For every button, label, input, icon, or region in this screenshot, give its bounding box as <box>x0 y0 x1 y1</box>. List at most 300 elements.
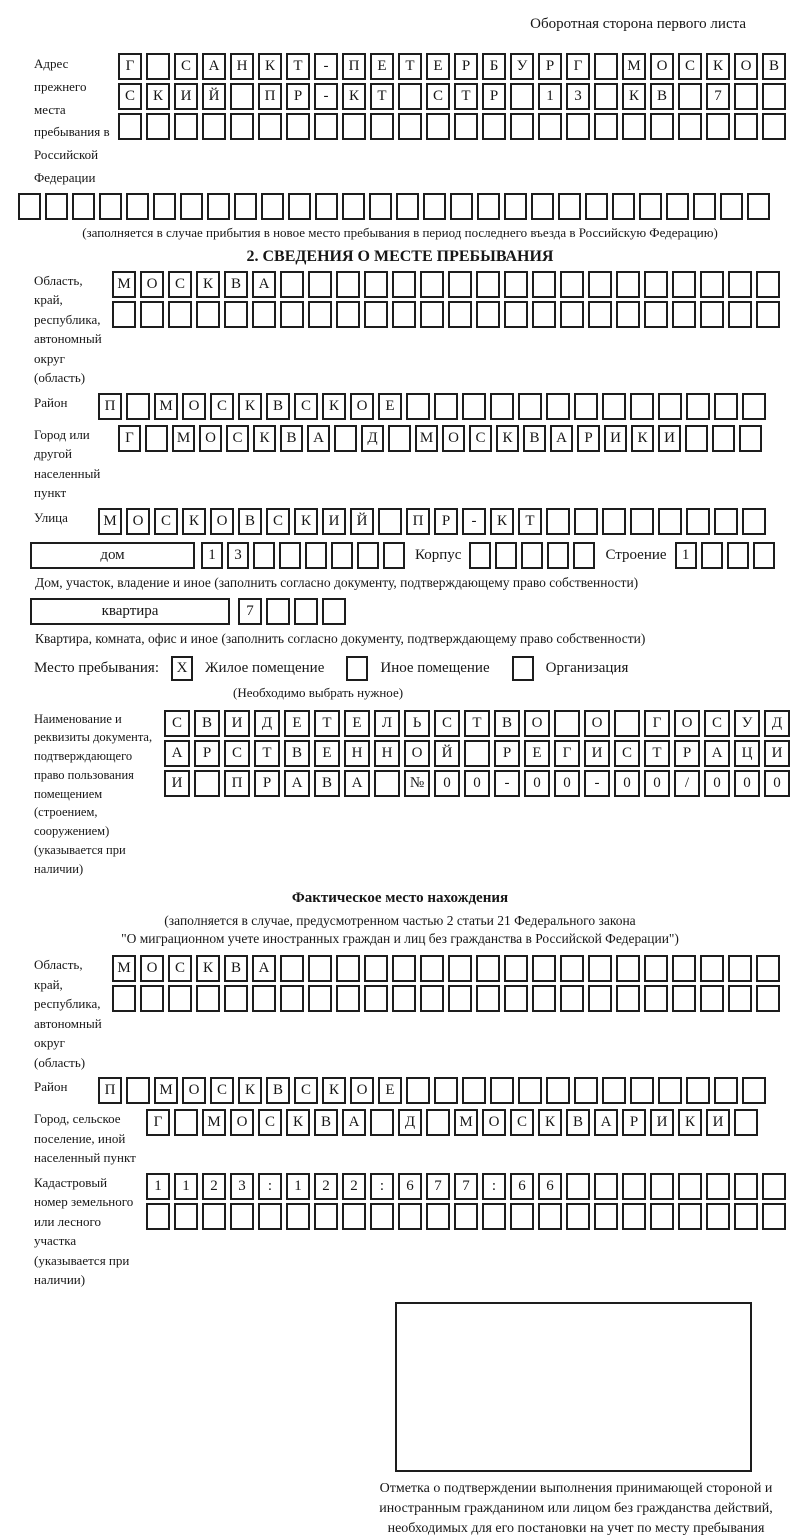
char-cell[interactable]: А <box>202 53 226 80</box>
char-cell[interactable] <box>392 955 416 982</box>
char-cell[interactable] <box>462 1077 486 1104</box>
char-cell[interactable] <box>258 1203 282 1230</box>
char-cell[interactable] <box>308 985 332 1012</box>
char-cell[interactable]: № <box>404 770 430 797</box>
char-cell[interactable]: М <box>622 53 646 80</box>
char-cell[interactable]: А <box>594 1109 618 1136</box>
char-cell[interactable]: Р <box>286 83 310 110</box>
char-cell[interactable] <box>612 193 635 220</box>
char-cell[interactable] <box>672 301 696 328</box>
char-cell[interactable]: О <box>182 393 206 420</box>
char-cell[interactable] <box>686 508 710 535</box>
char-cell[interactable]: Ь <box>404 710 430 737</box>
char-cell[interactable]: В <box>566 1109 590 1136</box>
char-cell[interactable] <box>510 113 534 140</box>
char-cell[interactable] <box>712 425 735 452</box>
char-cell[interactable] <box>521 542 543 569</box>
char-cell[interactable]: В <box>523 425 546 452</box>
char-cell[interactable] <box>420 301 444 328</box>
char-cell[interactable]: К <box>238 393 262 420</box>
char-cell[interactable]: К <box>322 393 346 420</box>
char-cell[interactable] <box>126 393 150 420</box>
char-cell[interactable]: К <box>490 508 514 535</box>
confirmation-mark-box[interactable] <box>395 1302 752 1472</box>
char-cell[interactable] <box>678 83 702 110</box>
char-cell[interactable] <box>672 955 696 982</box>
char-cell[interactable] <box>666 193 689 220</box>
char-cell[interactable] <box>336 985 360 1012</box>
char-cell[interactable]: К <box>182 508 206 535</box>
char-cell[interactable] <box>546 1077 570 1104</box>
char-cell[interactable] <box>566 1173 590 1200</box>
char-cell[interactable]: 0 <box>554 770 580 797</box>
char-cell[interactable] <box>308 271 332 298</box>
char-cell[interactable]: О <box>210 508 234 535</box>
char-cell[interactable] <box>720 193 743 220</box>
char-cell[interactable] <box>672 985 696 1012</box>
char-cell[interactable] <box>495 542 517 569</box>
char-cell[interactable] <box>388 425 411 452</box>
char-cell[interactable]: М <box>172 425 195 452</box>
char-cell[interactable]: 0 <box>614 770 640 797</box>
char-cell[interactable] <box>622 113 646 140</box>
char-cell[interactable] <box>146 53 170 80</box>
char-cell[interactable] <box>532 271 556 298</box>
char-cell[interactable]: О <box>199 425 222 452</box>
char-cell[interactable] <box>630 393 654 420</box>
char-cell[interactable] <box>426 1109 450 1136</box>
char-cell[interactable] <box>686 393 710 420</box>
char-cell[interactable] <box>398 1203 422 1230</box>
char-cell[interactable]: А <box>252 955 276 982</box>
char-cell[interactable] <box>566 1203 590 1230</box>
char-cell[interactable]: О <box>650 53 674 80</box>
char-cell[interactable]: 1 <box>146 1173 170 1200</box>
char-cell[interactable] <box>728 955 752 982</box>
char-cell[interactable] <box>762 1203 786 1230</box>
char-cell[interactable] <box>504 271 528 298</box>
char-cell[interactable] <box>504 955 528 982</box>
char-cell[interactable]: Р <box>622 1109 646 1136</box>
char-cell[interactable]: У <box>734 710 760 737</box>
char-cell[interactable] <box>630 508 654 535</box>
char-cell[interactable]: 7 <box>706 83 730 110</box>
char-cell[interactable] <box>477 193 500 220</box>
char-cell[interactable] <box>700 985 724 1012</box>
char-cell[interactable]: К <box>622 83 646 110</box>
char-cell[interactable] <box>560 271 584 298</box>
char-cell[interactable] <box>482 113 506 140</box>
char-cell[interactable] <box>588 301 612 328</box>
char-cell[interactable] <box>314 113 338 140</box>
char-cell[interactable] <box>476 301 500 328</box>
char-cell[interactable]: - <box>314 53 338 80</box>
char-cell[interactable] <box>370 1203 394 1230</box>
char-cell[interactable] <box>706 1203 730 1230</box>
char-cell[interactable]: 6 <box>398 1173 422 1200</box>
char-cell[interactable] <box>112 301 136 328</box>
char-cell[interactable]: С <box>164 710 190 737</box>
char-cell[interactable] <box>374 770 400 797</box>
char-cell[interactable]: О <box>140 955 164 982</box>
char-cell[interactable] <box>234 193 257 220</box>
char-cell[interactable]: И <box>658 425 681 452</box>
char-cell[interactable]: : <box>370 1173 394 1200</box>
char-cell[interactable]: Р <box>434 508 458 535</box>
char-cell[interactable] <box>504 301 528 328</box>
char-cell[interactable]: И <box>604 425 627 452</box>
char-cell[interactable]: / <box>674 770 700 797</box>
char-cell[interactable] <box>727 542 749 569</box>
char-cell[interactable] <box>616 301 640 328</box>
char-cell[interactable] <box>616 955 640 982</box>
char-cell[interactable] <box>145 425 168 452</box>
char-cell[interactable] <box>588 985 612 1012</box>
char-cell[interactable] <box>294 598 318 625</box>
char-cell[interactable] <box>286 113 310 140</box>
char-cell[interactable] <box>622 1203 646 1230</box>
char-cell[interactable]: 1 <box>538 83 562 110</box>
char-cell[interactable]: А <box>164 740 190 767</box>
char-cell[interactable]: О <box>442 425 465 452</box>
char-cell[interactable] <box>644 271 668 298</box>
char-cell[interactable] <box>594 113 618 140</box>
char-cell[interactable] <box>454 1203 478 1230</box>
char-cell[interactable] <box>174 1203 198 1230</box>
char-cell[interactable] <box>253 542 275 569</box>
char-cell[interactable] <box>342 113 366 140</box>
char-cell[interactable]: И <box>224 710 250 737</box>
char-cell[interactable]: : <box>482 1173 506 1200</box>
char-cell[interactable]: С <box>224 740 250 767</box>
char-cell[interactable] <box>532 301 556 328</box>
char-cell[interactable] <box>476 271 500 298</box>
char-cell[interactable] <box>756 301 780 328</box>
char-cell[interactable] <box>622 1173 646 1200</box>
char-cell[interactable]: 0 <box>524 770 550 797</box>
char-cell[interactable]: С <box>168 955 192 982</box>
char-cell[interactable] <box>560 301 584 328</box>
char-cell[interactable] <box>546 508 570 535</box>
char-cell[interactable]: А <box>344 770 370 797</box>
char-cell[interactable] <box>146 1203 170 1230</box>
char-cell[interactable]: А <box>284 770 310 797</box>
char-cell[interactable] <box>448 271 472 298</box>
char-cell[interactable]: 0 <box>434 770 460 797</box>
char-cell[interactable] <box>532 985 556 1012</box>
char-cell[interactable]: Й <box>202 83 226 110</box>
char-cell[interactable] <box>448 985 472 1012</box>
char-cell[interactable] <box>196 301 220 328</box>
char-cell[interactable]: К <box>146 83 170 110</box>
char-cell[interactable] <box>314 1203 338 1230</box>
char-cell[interactable]: С <box>210 1077 234 1104</box>
char-cell[interactable] <box>728 301 752 328</box>
char-cell[interactable] <box>194 770 220 797</box>
char-cell[interactable]: Т <box>454 83 478 110</box>
char-cell[interactable]: С <box>174 53 198 80</box>
char-cell[interactable] <box>308 955 332 982</box>
char-cell[interactable]: О <box>350 393 374 420</box>
char-cell[interactable] <box>594 1203 618 1230</box>
char-cell[interactable] <box>174 113 198 140</box>
char-cell[interactable] <box>714 393 738 420</box>
char-cell[interactable]: У <box>510 53 534 80</box>
char-cell[interactable] <box>714 508 738 535</box>
char-cell[interactable]: 1 <box>201 542 223 569</box>
char-cell[interactable]: С <box>426 83 450 110</box>
char-cell[interactable] <box>336 301 360 328</box>
char-cell[interactable]: О <box>584 710 610 737</box>
checkbox-other-premises[interactable] <box>346 656 368 681</box>
char-cell[interactable]: Д <box>254 710 280 737</box>
char-cell[interactable] <box>140 301 164 328</box>
char-cell[interactable]: Т <box>286 53 310 80</box>
char-cell[interactable]: С <box>678 53 702 80</box>
char-cell[interactable] <box>392 271 416 298</box>
char-cell[interactable]: Г <box>118 53 142 80</box>
char-cell[interactable]: 2 <box>342 1173 366 1200</box>
char-cell[interactable]: А <box>342 1109 366 1136</box>
char-cell[interactable]: М <box>112 955 136 982</box>
char-cell[interactable] <box>742 508 766 535</box>
char-cell[interactable]: К <box>538 1109 562 1136</box>
char-cell[interactable]: М <box>154 1077 178 1104</box>
char-cell[interactable]: М <box>454 1109 478 1136</box>
char-cell[interactable] <box>594 83 618 110</box>
char-cell[interactable] <box>658 1077 682 1104</box>
char-cell[interactable]: 3 <box>230 1173 254 1200</box>
char-cell[interactable] <box>331 542 353 569</box>
char-cell[interactable] <box>406 393 430 420</box>
char-cell[interactable]: К <box>322 1077 346 1104</box>
char-cell[interactable]: В <box>266 393 290 420</box>
char-cell[interactable] <box>602 508 626 535</box>
char-cell[interactable]: С <box>294 393 318 420</box>
char-cell[interactable] <box>756 271 780 298</box>
char-cell[interactable]: Т <box>254 740 280 767</box>
char-cell[interactable]: А <box>550 425 573 452</box>
char-cell[interactable] <box>734 1109 758 1136</box>
char-cell[interactable]: П <box>406 508 430 535</box>
char-cell[interactable] <box>364 301 388 328</box>
char-cell[interactable] <box>538 113 562 140</box>
char-cell[interactable]: П <box>342 53 366 80</box>
char-cell[interactable]: С <box>510 1109 534 1136</box>
char-cell[interactable] <box>207 193 230 220</box>
apartment-type-box[interactable]: квартира <box>30 598 230 625</box>
char-cell[interactable] <box>588 955 612 982</box>
char-cell[interactable] <box>594 53 618 80</box>
char-cell[interactable] <box>336 271 360 298</box>
char-cell[interactable] <box>168 985 192 1012</box>
char-cell[interactable] <box>383 542 405 569</box>
char-cell[interactable]: Т <box>370 83 394 110</box>
char-cell[interactable] <box>538 1203 562 1230</box>
char-cell[interactable] <box>342 193 365 220</box>
char-cell[interactable]: М <box>415 425 438 452</box>
char-cell[interactable] <box>45 193 68 220</box>
char-cell[interactable]: И <box>764 740 790 767</box>
char-cell[interactable]: В <box>238 508 262 535</box>
char-cell[interactable] <box>614 710 640 737</box>
char-cell[interactable]: Е <box>378 1077 402 1104</box>
char-cell[interactable] <box>490 1077 514 1104</box>
char-cell[interactable]: К <box>496 425 519 452</box>
char-cell[interactable] <box>658 393 682 420</box>
char-cell[interactable] <box>448 955 472 982</box>
char-cell[interactable] <box>266 598 290 625</box>
char-cell[interactable] <box>423 193 446 220</box>
char-cell[interactable] <box>168 301 192 328</box>
char-cell[interactable]: И <box>164 770 190 797</box>
char-cell[interactable]: Л <box>374 710 400 737</box>
char-cell[interactable]: К <box>294 508 318 535</box>
char-cell[interactable] <box>398 113 422 140</box>
char-cell[interactable]: М <box>202 1109 226 1136</box>
char-cell[interactable] <box>532 955 556 982</box>
char-cell[interactable] <box>370 113 394 140</box>
char-cell[interactable] <box>464 740 490 767</box>
char-cell[interactable] <box>714 1077 738 1104</box>
char-cell[interactable]: Г <box>146 1109 170 1136</box>
char-cell[interactable]: С <box>258 1109 282 1136</box>
char-cell[interactable]: Е <box>426 53 450 80</box>
char-cell[interactable]: Й <box>350 508 374 535</box>
char-cell[interactable]: М <box>112 271 136 298</box>
house-type-box[interactable]: дом <box>30 542 195 569</box>
char-cell[interactable]: Р <box>577 425 600 452</box>
char-cell[interactable] <box>426 113 450 140</box>
char-cell[interactable] <box>672 271 696 298</box>
char-cell[interactable]: С <box>614 740 640 767</box>
char-cell[interactable]: В <box>314 770 340 797</box>
char-cell[interactable] <box>616 985 640 1012</box>
char-cell[interactable] <box>531 193 554 220</box>
char-cell[interactable] <box>728 985 752 1012</box>
char-cell[interactable] <box>734 83 758 110</box>
char-cell[interactable]: К <box>258 53 282 80</box>
char-cell[interactable] <box>305 542 327 569</box>
char-cell[interactable] <box>420 955 444 982</box>
char-cell[interactable]: С <box>168 271 192 298</box>
char-cell[interactable] <box>504 193 527 220</box>
char-cell[interactable]: Г <box>554 740 580 767</box>
char-cell[interactable] <box>334 425 357 452</box>
char-cell[interactable]: О <box>350 1077 374 1104</box>
char-cell[interactable] <box>230 113 254 140</box>
char-cell[interactable]: 0 <box>644 770 670 797</box>
char-cell[interactable]: - <box>462 508 486 535</box>
char-cell[interactable]: Г <box>118 425 141 452</box>
char-cell[interactable]: Е <box>314 740 340 767</box>
char-cell[interactable] <box>315 193 338 220</box>
char-cell[interactable]: 1 <box>174 1173 198 1200</box>
char-cell[interactable] <box>678 1203 702 1230</box>
char-cell[interactable] <box>602 1077 626 1104</box>
char-cell[interactable]: О <box>734 53 758 80</box>
char-cell[interactable]: К <box>678 1109 702 1136</box>
char-cell[interactable]: Н <box>344 740 370 767</box>
char-cell[interactable]: И <box>650 1109 674 1136</box>
char-cell[interactable] <box>370 1109 394 1136</box>
char-cell[interactable] <box>728 271 752 298</box>
char-cell[interactable] <box>588 271 612 298</box>
char-cell[interactable] <box>693 193 716 220</box>
char-cell[interactable] <box>585 193 608 220</box>
char-cell[interactable] <box>650 1173 674 1200</box>
char-cell[interactable]: К <box>238 1077 262 1104</box>
char-cell[interactable] <box>224 301 248 328</box>
char-cell[interactable] <box>518 1077 542 1104</box>
char-cell[interactable] <box>392 985 416 1012</box>
char-cell[interactable]: Н <box>374 740 400 767</box>
char-cell[interactable]: О <box>404 740 430 767</box>
char-cell[interactable] <box>734 1173 758 1200</box>
char-cell[interactable]: П <box>98 393 122 420</box>
char-cell[interactable]: К <box>342 83 366 110</box>
char-cell[interactable] <box>392 301 416 328</box>
char-cell[interactable]: В <box>650 83 674 110</box>
char-cell[interactable] <box>639 193 662 220</box>
char-cell[interactable] <box>342 1203 366 1230</box>
char-cell[interactable]: Е <box>524 740 550 767</box>
char-cell[interactable] <box>118 113 142 140</box>
char-cell[interactable] <box>364 271 388 298</box>
char-cell[interactable]: К <box>286 1109 310 1136</box>
char-cell[interactable] <box>616 271 640 298</box>
char-cell[interactable]: 0 <box>734 770 760 797</box>
char-cell[interactable] <box>146 113 170 140</box>
char-cell[interactable] <box>99 193 122 220</box>
checkbox-organization[interactable] <box>512 656 534 681</box>
char-cell[interactable] <box>490 393 514 420</box>
char-cell[interactable] <box>18 193 41 220</box>
char-cell[interactable] <box>396 193 419 220</box>
char-cell[interactable]: Т <box>464 710 490 737</box>
char-cell[interactable] <box>434 1077 458 1104</box>
char-cell[interactable] <box>286 1203 310 1230</box>
char-cell[interactable] <box>650 1203 674 1230</box>
char-cell[interactable] <box>202 1203 226 1230</box>
char-cell[interactable] <box>594 1173 618 1200</box>
char-cell[interactable]: Т <box>314 710 340 737</box>
char-cell[interactable]: О <box>524 710 550 737</box>
char-cell[interactable] <box>288 193 311 220</box>
char-cell[interactable]: А <box>252 271 276 298</box>
char-cell[interactable] <box>357 542 379 569</box>
char-cell[interactable] <box>644 955 668 982</box>
char-cell[interactable] <box>279 542 301 569</box>
char-cell[interactable]: С <box>154 508 178 535</box>
char-cell[interactable] <box>574 1077 598 1104</box>
char-cell[interactable] <box>406 1077 430 1104</box>
char-cell[interactable]: - <box>584 770 610 797</box>
char-cell[interactable] <box>706 113 730 140</box>
char-cell[interactable]: С <box>469 425 492 452</box>
char-cell[interactable] <box>230 83 254 110</box>
char-cell[interactable]: И <box>174 83 198 110</box>
char-cell[interactable]: С <box>434 710 460 737</box>
char-cell[interactable] <box>546 393 570 420</box>
char-cell[interactable] <box>448 301 472 328</box>
char-cell[interactable]: Е <box>344 710 370 737</box>
char-cell[interactable]: 1 <box>675 542 697 569</box>
char-cell[interactable] <box>476 955 500 982</box>
char-cell[interactable] <box>658 508 682 535</box>
char-cell[interactable] <box>686 1077 710 1104</box>
char-cell[interactable]: К <box>631 425 654 452</box>
